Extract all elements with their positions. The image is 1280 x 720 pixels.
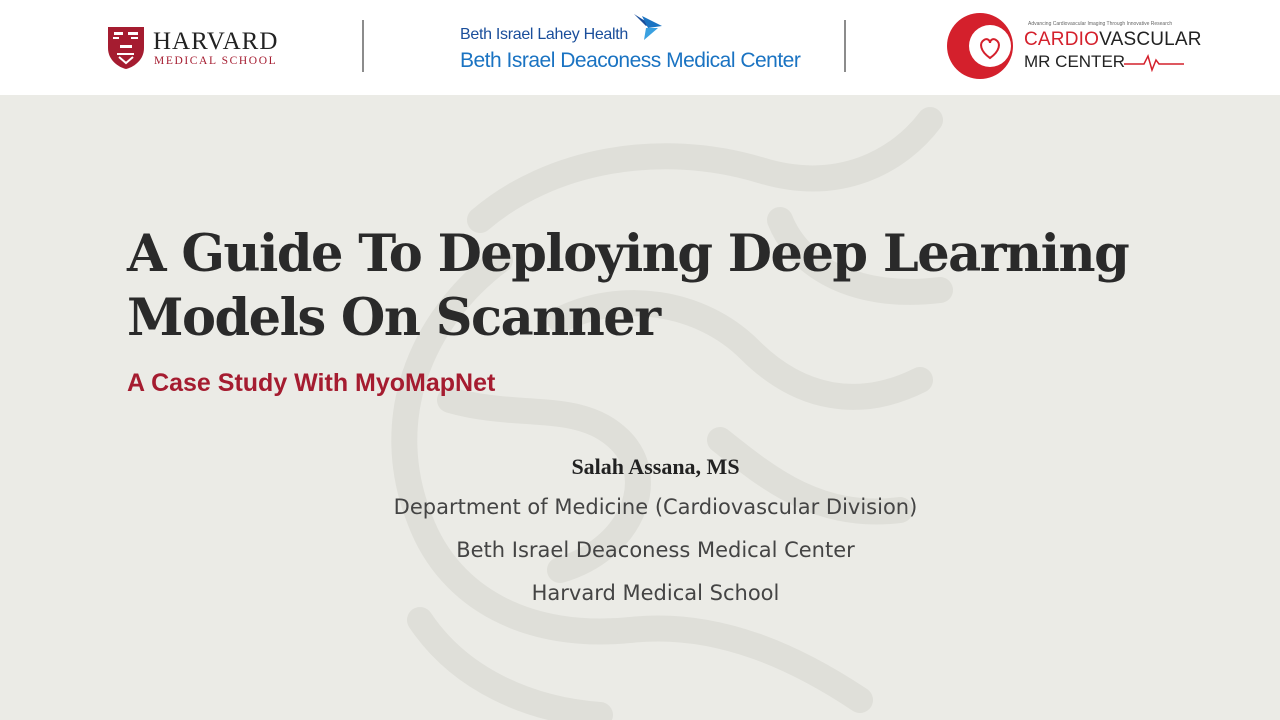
- cmr-tagline: Advancing Cardiovascular Imaging Through Innovative Research: [1028, 21, 1173, 27]
- affiliation-school: Harvard Medical School: [531, 581, 780, 605]
- bird-icon: [632, 12, 664, 42]
- bidmc-center-name: Beth Israel Deaconess Medical Center: [460, 49, 801, 72]
- cmr-title: [1024, 29, 1202, 51]
- cmr-title-red: CARDIO: [1024, 29, 1100, 50]
- slide-subtitle: A Case Study With MyoMapNet: [127, 369, 496, 397]
- harvard-wordmark: HARVARD: [153, 28, 279, 55]
- slide-title: A Guide To Deploying Deep Learning Models On Scanner: [127, 224, 1129, 348]
- heart-circle-icon: [946, 12, 1014, 80]
- header-divider-left: [362, 20, 364, 72]
- bidmc-parent-name: Beth Israel Lahey Health: [460, 26, 629, 43]
- cmr-title-dark: VASCULAR: [1099, 29, 1202, 50]
- harvard-medical-school-logo: [107, 26, 287, 72]
- ecg-line-icon: [1124, 52, 1184, 72]
- affiliation-department: Department of Medicine (Cardiovascular Division): [393, 495, 918, 519]
- affiliation-hospital: Beth Israel Deaconess Medical Center: [456, 538, 855, 562]
- header-divider-right: [844, 20, 846, 72]
- harvard-veritas-shield-icon: [107, 26, 145, 70]
- bidmc-logo: [460, 12, 800, 82]
- logo-header-bar: [0, 0, 1280, 95]
- author-name: Salah Assana, MS: [571, 454, 740, 479]
- lion-watermark-icon: [300, 100, 980, 720]
- medical-school-wordmark: MEDICAL SCHOOL: [154, 55, 278, 67]
- cmr-subtitle: MR CENTER: [1024, 52, 1126, 71]
- cmr-center-logo: [946, 12, 1202, 80]
